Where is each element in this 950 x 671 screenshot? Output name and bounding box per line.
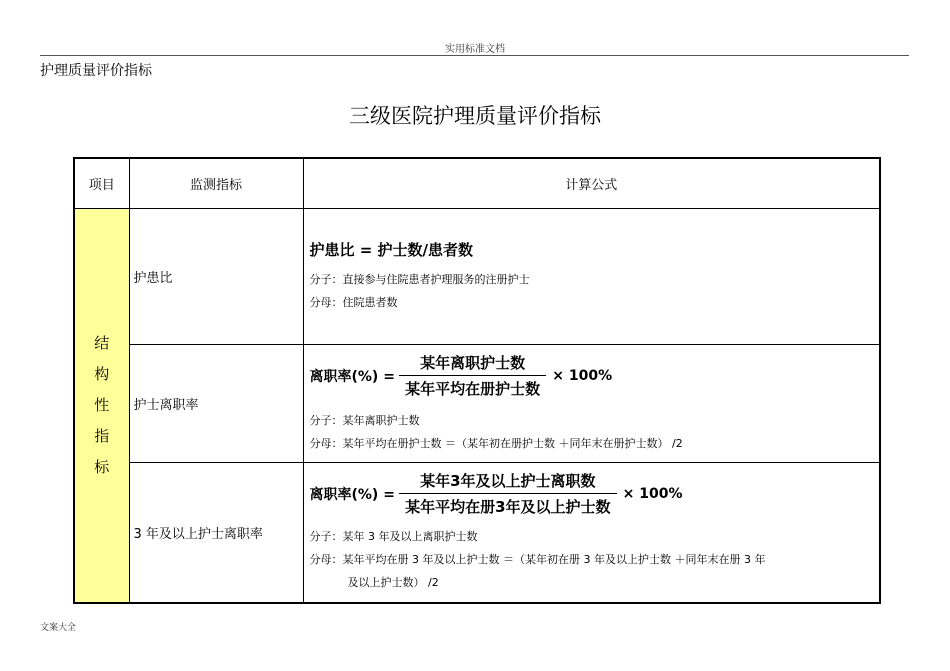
page-footer-text: 文案大全 [40,623,77,633]
header-formula: 计算公式 [303,158,880,209]
category-cell [74,209,129,603]
numerator-note: 分子：直接参与住院患者护理服务的注册护士 [309,273,530,286]
formula-denominator: 某年平均在册护士数 [405,380,541,398]
formula [310,352,874,399]
category-char: 构 [94,364,110,383]
denominator-note: 分母：某年平均在册 3 年及以上护士数 ＝（某年初在册 3 年及以上护士数 ＋同年末在册 3 年 [309,553,766,567]
page-header-text: 实用标准文档 [445,44,505,55]
formula-cell [303,463,880,603]
denominator-note-continued: 及以上护士数） /2 [347,576,439,590]
category-char: 结 [94,333,110,352]
formula-multiplier: × 100% [552,367,613,384]
formula-numerator: 某年离职护士数 [399,352,546,376]
header-divider [40,55,909,56]
category-char: 指 [94,426,110,445]
denominator-note: 分母：住院患者数 [309,296,398,309]
formula-label: 离职率(%) = [309,368,395,385]
table-row [74,463,880,603]
header-indicator: 监测指标 [129,158,303,209]
table-row [74,209,880,345]
category-char: 性 [94,395,110,414]
table-header-row [74,158,880,209]
indicator-name: 护患比 [129,209,303,345]
formula: 护患比 = 护士数/患者数 [309,241,473,259]
document-title: 三级医院护理质量评价指标 [349,104,601,128]
table-row [74,345,880,463]
denominator-note: 分母：某年平均在册护士数 ＝（某年初在册护士数 ＋同年末在册护士数） /2 [309,437,683,450]
formula-fraction [399,470,616,517]
formula-cell [303,209,880,345]
document-subheading: 护理质量评价指标 [40,63,152,79]
formula-multiplier: × 100% [622,485,683,502]
indicator-name: 3 年及以上护士离职率 [129,463,303,603]
formula-denominator: 某年平均在册3年及以上护士数 [405,498,611,517]
formula-cell [303,345,880,463]
header-item: 项目 [74,158,129,209]
numerator-note: 分子：某年离职护士数 [309,414,420,427]
formula-fraction [399,352,546,399]
indicator-name: 护士离职率 [129,345,303,463]
nursing-quality-table [73,157,881,604]
formula-numerator: 某年3年及以上护士离职数 [399,470,616,494]
numerator-note: 分子：某年 3 年及以上离职护士数 [309,530,478,544]
formula-label: 离职率(%) = [309,486,395,503]
formula [310,470,874,517]
category-char: 标 [94,457,110,476]
